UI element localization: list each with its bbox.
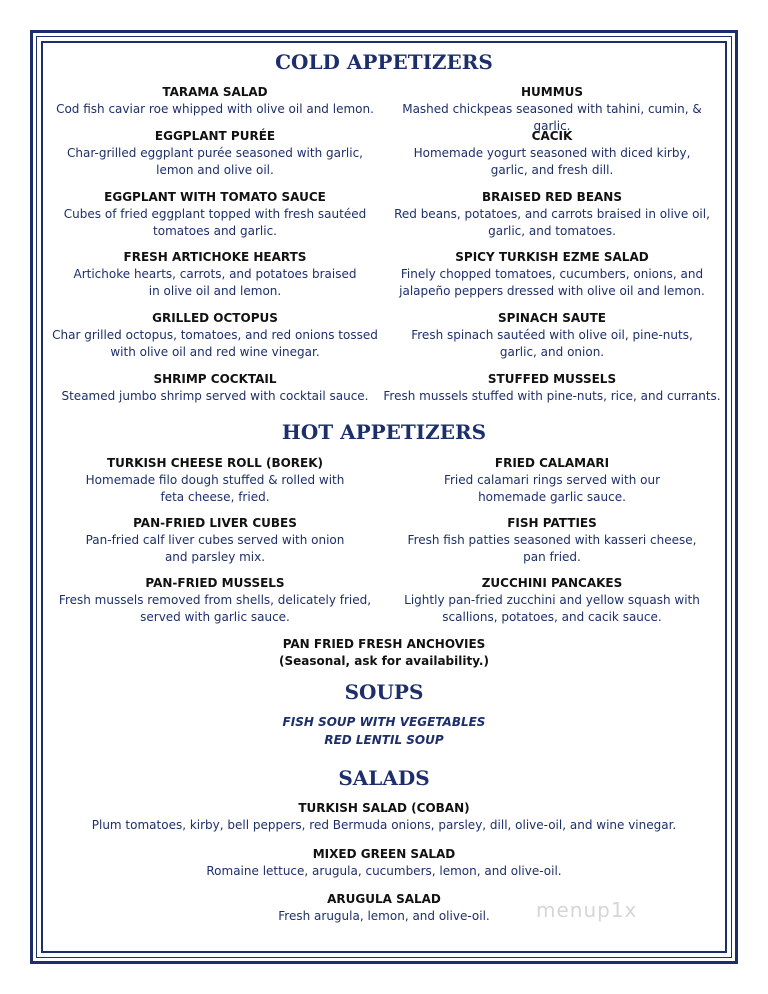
item-description: Cubes of fried eggplant topped with fresh sautéed tomatoes and garlic. [63, 207, 367, 238]
item-name: PAN-FRIED MUSSELS [145, 576, 285, 590]
item-description: Cod fish caviar roe whipped with olive oil and lemon. [56, 102, 374, 116]
menu-item [382, 249, 722, 300]
item-name: EGGPLANT PURÉE [154, 129, 276, 143]
item-name: SHRIMP COCKTAIL [153, 372, 277, 386]
item-name: CACIK [531, 129, 573, 143]
menu-item-anchovies [34, 636, 734, 670]
menu-item [45, 575, 385, 626]
item-description: Homemade yogurt seasoned with diced kirby, garlic, and fresh dill. [413, 146, 691, 177]
soups-title: SOUPS [344, 680, 424, 704]
item-description: Fresh mussels stuffed with pine-nuts, rice, and currants. [383, 389, 721, 403]
item-description: Lightly pan-fried zucchini and yellow squash with scallions, potatoes, and cacik sauce. [404, 593, 700, 624]
menu-item [45, 455, 385, 506]
item-description: Fresh arugula, lemon, and olive-oil. [278, 909, 490, 923]
cold-appetizers-title: COLD APPETIZERS [275, 50, 493, 74]
item-name: TARAMA SALAD [162, 85, 268, 99]
item-name: SPINACH SAUTE [498, 311, 606, 325]
item-description: Homemade filo dough stuffed & rolled with feta cheese, fried. [85, 473, 345, 504]
menu-item [45, 249, 385, 300]
item-name: PAN-FRIED LIVER CUBES [133, 516, 297, 530]
item-description: Char-grilled eggplant purée seasoned with garlic, lemon and olive oil. [67, 146, 363, 177]
item-name: ARUGULA SALAD [327, 892, 441, 906]
menu-item [382, 371, 722, 405]
item-description: Char grilled octopus, tomatoes, and red onions tossed with olive oil and red wine vinegar. [52, 328, 378, 359]
item-description: Fried calamari rings served with our homemade garlic sauce. [443, 473, 661, 504]
item-name: TURKISH SALAD (COBAN) [298, 801, 470, 815]
salad-item [34, 800, 734, 834]
menu-item [45, 371, 385, 405]
menu-item [382, 128, 722, 179]
item-name: SPICY TURKISH EZME SALAD [455, 250, 649, 264]
item-name: FISH PATTIES [507, 516, 597, 530]
item-description: Finely chopped tomatoes, cucumbers, onions, and jalapeño peppers dressed with olive oil and lemon. [399, 267, 705, 298]
item-description: Fresh fish patties seasoned with kasseri cheese, pan fried. [407, 533, 697, 564]
item-name: PAN FRIED FRESH ANCHOVIES [282, 637, 486, 651]
item-description: Red beans, potatoes, and carrots braised in olive oil, garlic, and tomatoes. [394, 207, 710, 238]
item-name: GRILLED OCTOPUS [152, 311, 278, 325]
menu-item [382, 575, 722, 626]
item-description: Fresh spinach sautéed with olive oil, pine-nuts, garlic, and onion. [411, 328, 693, 359]
item-name: FRESH ARTICHOKE HEARTS [123, 250, 307, 264]
item-name: STUFFED MUSSELS [487, 372, 617, 386]
menu-item [382, 455, 722, 506]
item-description: Fresh mussels removed from shells, delicately fried, served with garlic sauce. [58, 593, 372, 624]
menu-item [45, 189, 385, 240]
item-name: FRIED CALAMARI [494, 456, 610, 470]
soup-item: FISH SOUP WITH VEGETABLES [282, 715, 486, 729]
menu-item [382, 310, 722, 361]
item-description: Mashed chickpeas seasoned with tahini, cumin, & garlic. [402, 102, 702, 133]
menu-item [45, 515, 385, 566]
soup-item: RED LENTIL SOUP [324, 733, 444, 747]
salads-title: SALADS [338, 766, 430, 790]
item-name: TURKISH CHEESE ROLL (BOREK) [106, 456, 324, 470]
item-name: BRAISED RED BEANS [481, 190, 622, 204]
item-name: EGGPLANT WITH TOMATO SAUCE [104, 190, 326, 204]
item-description: Plum tomatoes, kirby, bell peppers, red Bermuda onions, parsley, dill, olive-oil, and wine vinegar. [91, 818, 677, 832]
menu-item [382, 515, 722, 566]
item-name: MIXED GREEN SALAD [312, 847, 456, 861]
watermark-logo: menup1x [536, 898, 638, 922]
item-description: Romaine lettuce, arugula, cucumbers, lemon, and olive-oil. [206, 864, 562, 878]
hot-appetizers-title: HOT APPETIZERS [281, 420, 487, 444]
menu-item [45, 310, 385, 361]
menu-item [45, 128, 385, 179]
item-name: ZUCCHINI PANCAKES [481, 576, 623, 590]
item-description: Artichoke hearts, carrots, and potatoes braised in olive oil and lemon. [73, 267, 357, 298]
menu-item [382, 189, 722, 240]
menu-item [45, 84, 385, 118]
item-name: HUMMUS [520, 85, 584, 99]
salad-item [34, 846, 734, 880]
item-note: (Seasonal, ask for availability.) [279, 654, 489, 668]
item-description: Pan-fried calf liver cubes served with onion and parsley mix. [85, 533, 345, 564]
item-description: Steamed jumbo shrimp served with cocktail sauce. [61, 389, 369, 403]
